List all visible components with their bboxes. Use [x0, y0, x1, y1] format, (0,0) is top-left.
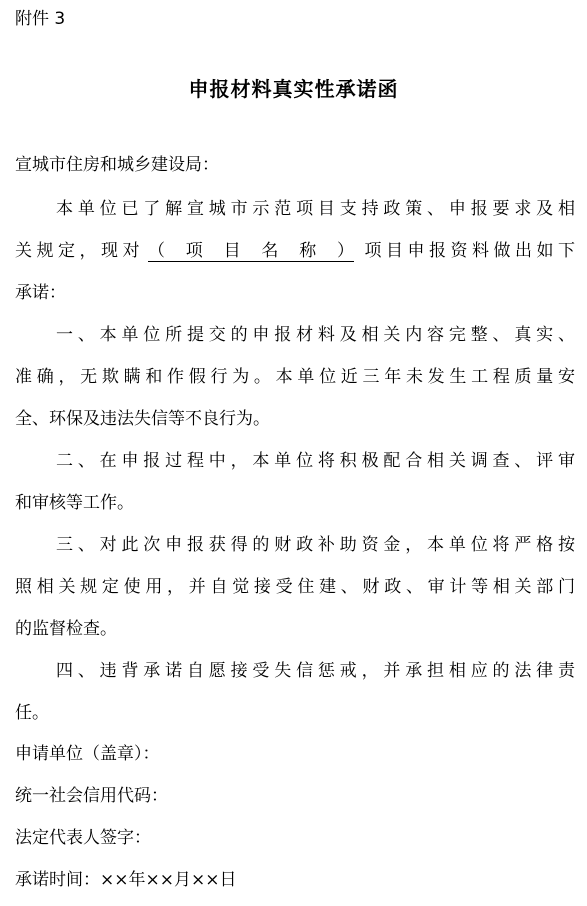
intro-line-3: 承诺： — [15, 283, 66, 303]
commitment-1-line-3: 全、环保及违法失信等不良行为。 — [15, 409, 270, 429]
intro-line-2-prefix: 关规定，现对 — [15, 241, 144, 261]
commitment-4-line-1: 四、违背承诺自愿接受失信惩戒，并承担相应的法律责 — [56, 661, 575, 681]
commitment-3-line-3: 的监督检查。 — [15, 619, 117, 639]
commitment-date-value: ××年××月××日 — [100, 870, 237, 890]
commitment-date-label: 承诺时间： — [15, 870, 100, 890]
salutation: 宣城市住房和城乡建设局： — [15, 155, 219, 175]
legal-representative-label: 法定代表人签字： — [15, 828, 151, 848]
commitment-4-line-2: 任。 — [15, 703, 49, 723]
commitment-1-line-2: 准确，无欺瞒和作假行为。本单位近三年未发生工程质量安 — [15, 367, 575, 387]
attachment-label: 附件 3 — [15, 9, 66, 29]
intro-line-1: 本单位已了解宣城市示范项目支持政策、申报要求及相 — [56, 199, 575, 219]
credit-code-label: 统一社会信用代码： — [15, 786, 168, 806]
commitment-date — [15, 869, 575, 891]
commitment-3-line-1: 三、对此次申报获得的财政补助资金，本单位将严格按 — [56, 535, 575, 555]
commitment-1-line-1: 一、本单位所提交的申报材料及相关内容完整、真实、 — [56, 325, 575, 345]
intro-line-2-suffix: 项目申报资料做出如下 — [360, 241, 575, 261]
commitment-2-line-2: 和审核等工作。 — [15, 493, 134, 513]
applicant-seal-label: 申请单位（盖章）： — [15, 744, 160, 764]
intro-line-2 — [15, 240, 575, 262]
commitment-3-line-2: 照相关规定使用，并自觉接受住建、财政、审计等相关部门 — [15, 577, 575, 597]
commitment-2-line-1: 二、在申报过程中，本单位将积极配合相关调查、评审 — [56, 451, 575, 471]
document-title: 申报材料真实性承诺函 — [188, 77, 399, 101]
project-name-blank: （项目名称） — [148, 241, 354, 261]
